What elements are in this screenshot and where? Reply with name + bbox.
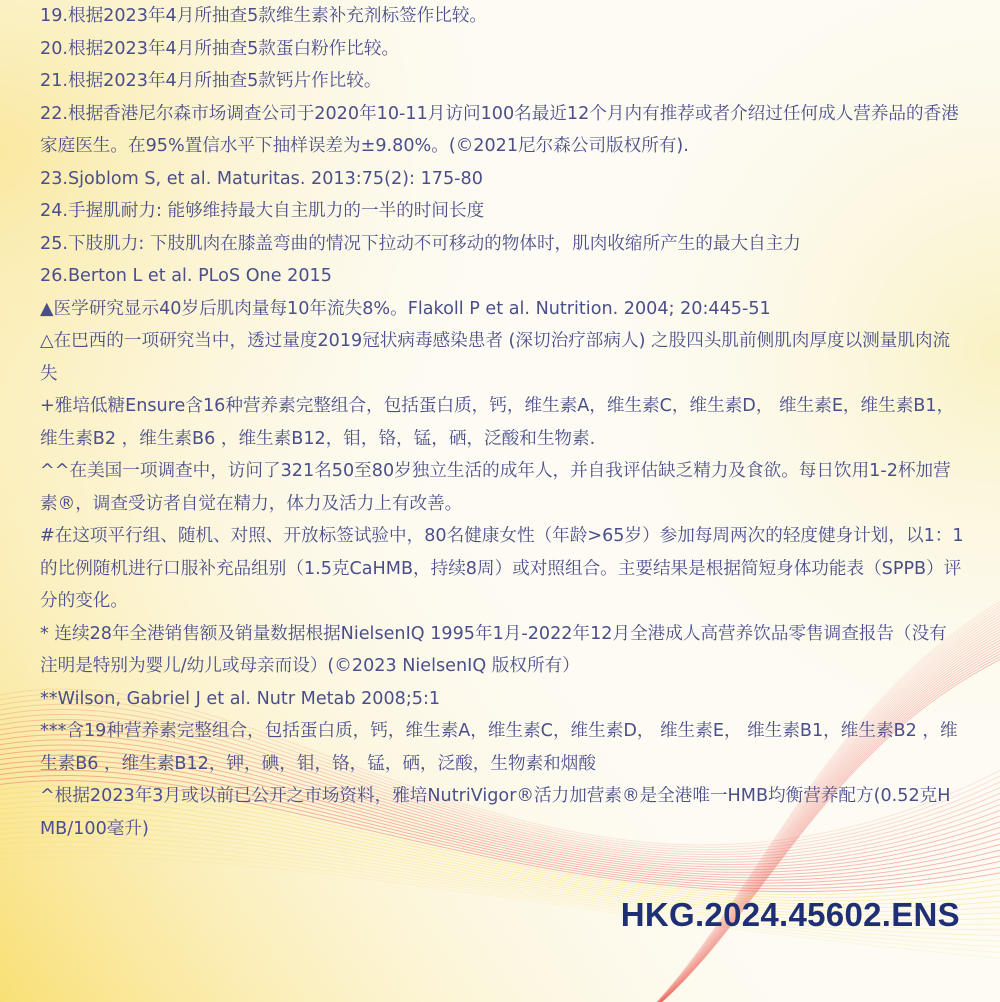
footnote-19: 19.根据2023年4月所抽查5款维生素补充剂标签作比较。 bbox=[40, 6, 488, 26]
footnote-triangle-outline: △在巴西的一项研究当中，透过量度2019冠状病毒感染患者 (深切治疗部病人) 之股四头肌前侧肌肉厚度以测量肌肉流失 bbox=[40, 331, 951, 384]
reference-code: HKG.2024.45602.ENS bbox=[620, 896, 960, 933]
footnote-triple-asterisk: ***含19种营养素完整组合，包括蛋白质，钙，维生素A，维生素C，维生素D， 维生素E， 维生素B1，维生素B2 ，维生素B6 ，维生素B12，钾，碘，钼，铬，锰，硒，泛酸，生物素和烟酸 bbox=[40, 721, 958, 774]
footnote-list bbox=[40, 0, 964, 845]
footnote-20: 20.根据2023年4月所抽查5款蛋白粉作比较。 bbox=[40, 38, 400, 59]
footnote-22: 22.根据香港尼尔森市场调查公司于2020年10-11月访问100名最近12个月内有推荐或者介绍过任何成人营养品的香港家庭医生。在95%置信水平下抽样误差为±9.80%。(©2021尼尔森公司版权所有). bbox=[40, 103, 959, 156]
footnote-23: 23.Sjoblom S, et al. Maturitas. 2013:75(2): 175-80 bbox=[40, 168, 483, 189]
footnote-26: 26.Berton L et al. PLoS One 2015 bbox=[40, 266, 332, 286]
footnote-triangle-filled: ▲医学研究显示40岁后肌肉量每10年流失8%。Flakoll P et al. Nutrition. 2004; 20:445-51 bbox=[40, 298, 771, 319]
footnote-asterisk: * 连续28年全港销售额及销量数据根据NielsenIQ 1995年1月-2022年12月全港成人高营养饮品零售调查报告（没有注明是特别为婴儿/幼儿或母亲而设）(©2023 NielsenIQ 版权所有） bbox=[40, 623, 947, 676]
footnote-caret: ^根据2023年3月或以前已公开之市场资料，雅培NutriVigor®活力加营素®是全港唯一HMB均衡营养配方(0.52克HMB/100毫升) bbox=[40, 786, 951, 839]
footnote-21: 21.根据2023年4月所抽查5款钙片作比较。 bbox=[40, 71, 382, 91]
footnote-24: 24.手握肌耐力: 能够维持最大自主肌力的一半的时间长度 bbox=[40, 201, 485, 221]
footnote-double-caret: ^^在美国一项调查中，访问了321名50至80岁独立生活的成年人，并自我评估缺乏精力及食欲。每日饮用1-2杯加营素®，调查受访者自觉在精力，体力及活力上有改善。 bbox=[40, 461, 951, 514]
footnote-plus: +雅培低糖Ensure含16种营养素完整组合，包括蛋白质，钙，维生素A，维生素C，维生素D， 维生素E，维生素B1，维生素B2 ，维生素B6 ，维生素B12，钼，铬，锰，硒，泛酸和生物素. bbox=[40, 396, 955, 449]
footnote-double-asterisk: **Wilson, Gabriel J et al. Nutr Metab 2008;5:1 bbox=[40, 688, 441, 709]
footnote-hash: #在这项平行组、随机、对照、开放标签试验中，80名健康女性（年龄>65岁）参加每周两次的轻度健身计划，以1：1的比例随机进行口服补充品组别（1.5克CaHMB，持续8周）或对照组合。主要结果是根据简短身体功能表（SPPB）评分的变化。 bbox=[40, 526, 964, 611]
footnote-25: 25.下肢肌力: 下肢肌肉在膝盖弯曲的情况下拉动不可移动的物体时，肌肉收缩所产生的最大自主力 bbox=[40, 233, 801, 254]
